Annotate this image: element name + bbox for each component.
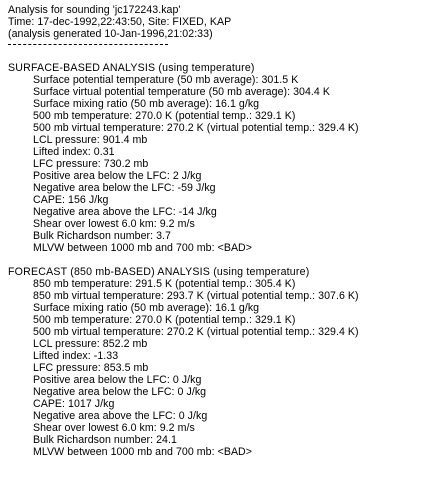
forecast-line-9: Positive area below the LFC: 0 J/kg — [33, 374, 202, 386]
forecast-line-2: 850 mb virtual temperature: 293.7 K (virtual potential temp.: 307.6 K) — [33, 290, 359, 302]
forecast-line-5: 500 mb virtual temperature: 270.2 K (virtual potential temp.: 329.4 K) — [33, 326, 359, 338]
surface-line-2: Surface virtual potential temperature (50 mb average): 304.4 K — [33, 86, 330, 98]
header-line-generated: (analysis generated 10-Jan-1996,21:02:33) — [8, 28, 213, 40]
surface-line-11: CAPE: 156 J/kg — [33, 194, 109, 206]
sounding-analysis-document — [8, 4, 442, 458]
surface-line-5: 500 mb virtual temperature: 270.2 K (virtual potential temp.: 329.4 K) — [33, 122, 359, 134]
forecast-line-3: Surface mixing ratio (50 mb average): 16.1 g/kg — [33, 302, 260, 314]
surface-line-14: Bulk Richardson number: 3.7 — [33, 230, 171, 242]
header-line-sounding: Analysis for sounding 'jc172243.kap' — [8, 4, 181, 16]
forecast-line-12: Negative area above the LFC: 0 J/kg — [33, 410, 208, 422]
section-title-forecast: FORECAST (850 mb-BASED) ANALYSIS (using temperature) — [8, 266, 310, 278]
surface-line-10: Negative area below the LFC: -59 J/kg — [33, 182, 216, 194]
forecast-line-15: MLVW between 1000 mb and 700 mb: <BAD> — [33, 446, 252, 458]
surface-line-8: LFC pressure: 730.2 mb — [33, 158, 149, 170]
section-title-surface-based: SURFACE-BASED ANALYSIS (using temperature) — [8, 62, 255, 74]
surface-line-6: LCL pressure: 901.4 mb — [33, 134, 148, 146]
section-gap — [8, 50, 442, 62]
section-gap — [8, 254, 442, 266]
forecast-line-4: 500 mb temperature: 270.0 K (potential temp.: 329.1 K) — [33, 314, 296, 326]
forecast-line-13: Shear over lowest 6.0 km: 9.2 m/s — [33, 422, 195, 434]
header-divider — [8, 40, 442, 50]
surface-line-13: Shear over lowest 6.0 km: 9.2 m/s — [33, 218, 195, 230]
forecast-line-6: LCL pressure: 852.2 mb — [33, 338, 148, 350]
forecast-line-1: 850 mb temperature: 291.5 K (potential temp.: 305.4 K) — [33, 278, 296, 290]
surface-line-1: Surface potential temperature (50 mb average): 301.5 K — [33, 74, 299, 86]
surface-line-7: Lifted index: 0.31 — [33, 146, 115, 158]
surface-line-12: Negative area above the LFC: -14 J/kg — [33, 206, 217, 218]
forecast-line-10: Negative area below the LFC: 0 J/kg — [33, 386, 207, 398]
surface-line-15: MLVW between 1000 mb and 700 mb: <BAD> — [33, 242, 252, 254]
surface-line-4: 500 mb temperature: 270.0 K (potential temp.: 329.1 K) — [33, 110, 296, 122]
forecast-line-11: CAPE: 1017 J/kg — [33, 398, 115, 410]
forecast-line-8: LFC pressure: 853.5 mb — [33, 362, 149, 374]
surface-line-9: Positive area below the LFC: 2 J/kg — [33, 170, 202, 182]
surface-line-3: Surface mixing ratio (50 mb average): 16.1 g/kg — [33, 98, 260, 110]
forecast-line-14: Bulk Richardson number: 24.1 — [33, 434, 177, 446]
header-line-time-site: Time: 17-dec-1992,22:43:50, Site: FIXED, KAP — [8, 16, 232, 28]
forecast-line-7: Lifted index: -1.33 — [33, 350, 119, 362]
